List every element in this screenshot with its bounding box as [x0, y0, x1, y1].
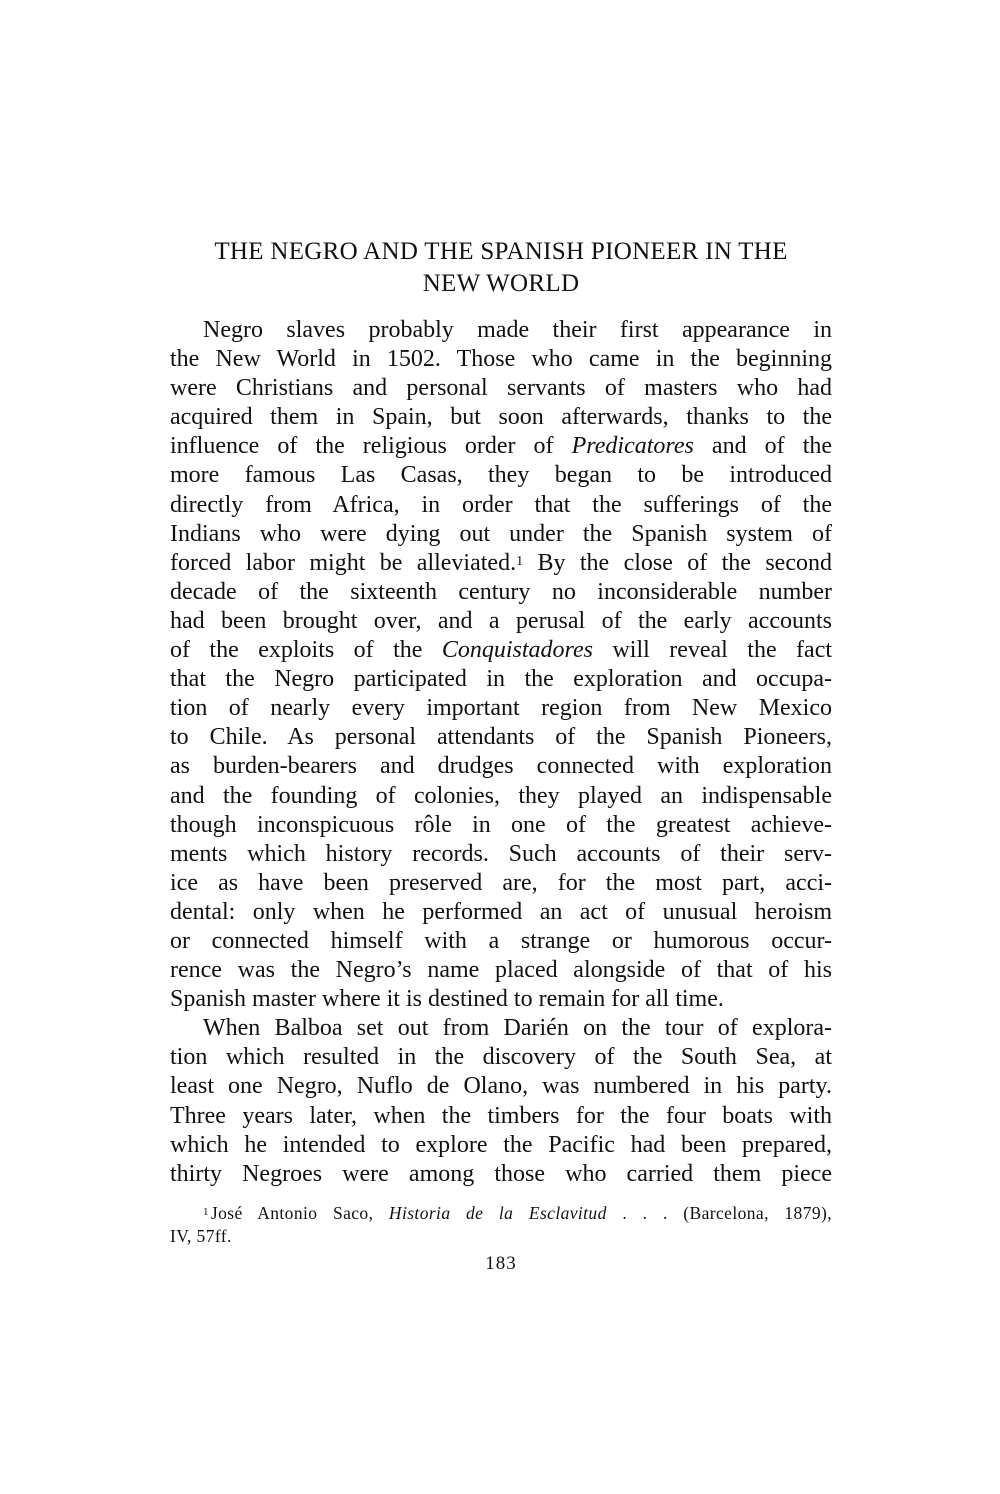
text-line: were Christians and personal servants of masters who had [170, 375, 832, 402]
text-segment: will reveal the fact [612, 637, 833, 664]
footnote [170, 1202, 832, 1248]
text-line: Three years later, when the timbers for the four boats with [170, 1102, 832, 1129]
text-line: Negro slaves probably made their first appearance in [203, 317, 832, 343]
text-line: thirty Negroes were among those who carried them piece [170, 1160, 832, 1187]
text-line: had been brought over, and a perusal of the early accounts [170, 607, 832, 634]
text-segment: By the close of the second [537, 549, 832, 576]
text-line: ments which history records. Such accounts of their serv- [170, 840, 832, 867]
chapter-title [170, 236, 832, 300]
text-line: more famous Las Casas, they began to be introduced [170, 462, 832, 489]
text-line: or connected himself with a strange or humorous occur- [170, 927, 832, 954]
text-segment: forced labor might be alleviated. [170, 549, 517, 576]
text-line: decade of the sixteenth century no inconsiderable number [170, 578, 832, 605]
paragraph-1 [170, 316, 832, 1014]
footnote-line: IV, 57ff. [170, 1226, 232, 1246]
text-line: as burden-bearers and drudges connected with exploration [170, 753, 832, 780]
footnote-publication: . . . (Barcelona, 1879), [622, 1203, 832, 1223]
text-line: dental: only when he performed an act of unusual heroism [170, 898, 832, 925]
text-line: though inconspicuous rôle in one of the greatest achieve- [170, 811, 832, 838]
text-line [170, 432, 832, 461]
paragraph-2 [170, 1014, 832, 1189]
footnote-line [170, 1202, 832, 1225]
text-line: to Chile. As personal attendants of the Spanish Pioneers, [170, 724, 832, 751]
footnote-author: José Antonio Saco, [210, 1203, 374, 1223]
italic-term: Predicatores [571, 433, 694, 460]
page-number: 183 [485, 1253, 517, 1274]
footnote-marker: 1 [203, 1206, 209, 1218]
text-segment: and of the [711, 433, 833, 460]
text-line: ice as have been preserved are, for the most part, acci- [170, 869, 832, 896]
text-segment: influence of the religious order of [170, 433, 554, 460]
text-line: tion which resulted in the discovery of the South Sea, at [170, 1044, 832, 1071]
text-line [170, 636, 832, 665]
text-line [170, 549, 832, 578]
chapter-title-line-2: NEW WORLD [422, 270, 580, 297]
body-text [170, 316, 832, 1189]
chapter-title-line-1: THE NEGRO AND THE SPANISH PIONEER IN THE [214, 238, 788, 265]
text-line: acquired them in Spain, but soon afterwards, thanks to the [170, 404, 832, 431]
text-line: that the Negro participated in the exploration and occupa- [170, 666, 832, 693]
text-line: the New World in 1502. Those who came in the beginning [170, 346, 832, 373]
text-segment: of the exploits of the [170, 637, 423, 664]
text-line: Spanish master where it is destined to remain for all time. [170, 986, 724, 1013]
text-line: directly from Africa, in order that the sufferings of the [170, 491, 832, 518]
text-line: and the founding of colonies, they played an indispensable [170, 782, 832, 809]
italic-term: Conquistadores [441, 637, 593, 664]
text-line: rence was the Negro’s name placed alongside of that of his [170, 957, 832, 984]
text-line: least one Negro, Nuflo de Olano, was numbered in his party. [170, 1073, 832, 1100]
footnote-title: Historia de la Esclavitud [388, 1203, 607, 1223]
text-line: tion of nearly every important region from New Mexico [170, 695, 832, 722]
text-line: which he intended to explore the Pacific had been prepared, [170, 1131, 832, 1158]
text-line: When Balboa set out from Darién on the tour of explora- [203, 1015, 832, 1042]
text-line: Indians who were dying out under the Spanish system of [170, 520, 832, 547]
footnote-reference: 1 [516, 553, 524, 569]
